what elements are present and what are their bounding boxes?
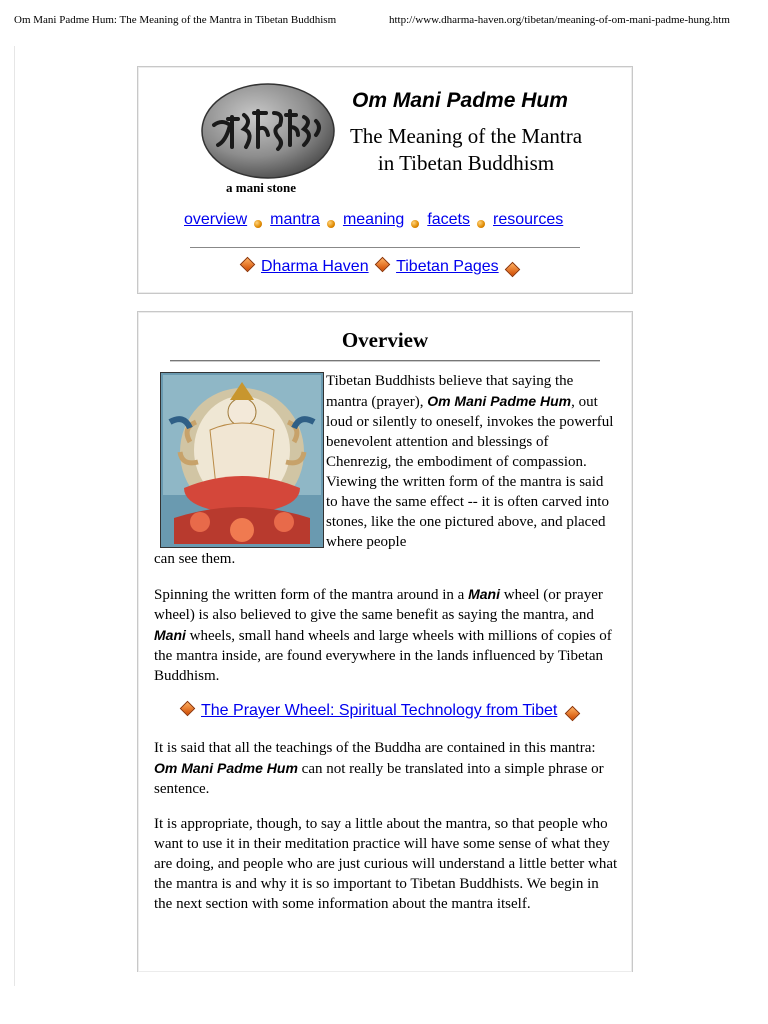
subtitle-line-1: The Meaning of the Mantra <box>349 124 583 148</box>
mantra-emphasis: Om Mani Padme Hum <box>427 393 572 409</box>
mantra-emphasis: Om Mani Padme Hum <box>154 760 298 776</box>
print-page-url: http://www.dharma-haven.org/tibetan/meaning-of-om-mani-padme-hung.htm <box>389 14 730 26</box>
page-title: Om Mani Padme Hum <box>352 89 568 112</box>
subtitle-line-2: in Tibetan Buddhism <box>377 151 555 175</box>
prayer-wheel-link-row <box>178 702 586 720</box>
print-page-title: Om Mani Padme Hum: The Meaning of the Mantra in Tibetan Buddhism <box>14 14 337 26</box>
diamond-icon <box>180 701 196 717</box>
paragraph-2 <box>154 584 620 686</box>
print-header <box>0 14 768 30</box>
heading-rule <box>170 360 600 361</box>
p1-text-a: Tibetan Buddhists believe that saying the mantra (prayer), <box>326 373 574 410</box>
nav-link-overview[interactable]: overview <box>184 211 248 228</box>
mani-emphasis: Mani <box>154 627 186 643</box>
paragraph-1 <box>326 371 616 552</box>
section-nav <box>184 211 563 229</box>
nav-link-mantra[interactable]: mantra <box>270 211 320 228</box>
section-heading: Overview <box>341 328 429 352</box>
p3-text-a: It is said that all the teachings of the Buddha are contained in this mantra: <box>154 740 596 756</box>
p2-text-c: wheels, small hand wheels and large wheels with millions of copies of the mantra inside, are found everywhere in the lands influenced by Tibetan Buddhism. <box>154 628 612 684</box>
diamond-icon <box>505 262 521 278</box>
diamond-icon <box>240 257 256 273</box>
p2-text-a: Spinning the written form of the mantra around in a <box>154 587 469 603</box>
diamond-icon <box>565 706 581 722</box>
paragraph-1-tail: can see them. <box>154 551 236 567</box>
paragraph-4: It is appropriate, though, to say a little about the mantra, so that people who want to use it in their meditation practice will have some sense of what they are doing, and people who are just curious will understand a little better what the mantra is and why it is so important to Tibetan Buddhists. We begin in the next section with some information about the mantra itself. <box>154 816 618 912</box>
bullet-icon <box>477 220 485 228</box>
mani-stone-image <box>200 81 336 181</box>
page-subtitle <box>336 123 596 177</box>
bullet-icon <box>254 220 262 228</box>
bullet-icon <box>411 220 419 228</box>
p3-text-b: can not really be translated into a simple phrase or sentence. <box>154 761 604 797</box>
link-prayer-wheel[interactable]: The Prayer Wheel: Spiritual Technology from Tibet <box>201 702 558 719</box>
bullet-icon <box>327 220 335 228</box>
chenrezig-image <box>160 372 324 548</box>
diamond-icon <box>375 257 391 273</box>
header-divider <box>190 247 580 248</box>
stone-caption: a mani stone <box>226 180 297 195</box>
p1-text-b: , out loud or silently to oneself, invokes the powerful benevolent attention and blessings of Chenrezig, the embodiment of compassion. Viewing the written form of the mantra is said to have the same effect -- it is often carved into stones, like the one pictured above, and placed where people <box>326 394 614 550</box>
page-left-rule <box>14 46 15 986</box>
link-tibetan-pages[interactable]: Tibetan Pages <box>396 258 499 275</box>
header-box <box>137 66 633 294</box>
nav-link-facets[interactable]: facets <box>427 211 470 228</box>
link-dharma-haven[interactable]: Dharma Haven <box>261 258 369 275</box>
p2-text-b: wheel (or prayer wheel) is also believed to give the same benefit as saying the mantra, and <box>154 587 603 623</box>
site-links <box>238 258 526 276</box>
nav-link-meaning[interactable]: meaning <box>342 211 405 228</box>
paragraph-3 <box>154 738 620 799</box>
content-box <box>137 311 633 972</box>
mani-emphasis: Mani <box>468 586 500 602</box>
nav-link-resources[interactable]: resources <box>493 211 564 228</box>
